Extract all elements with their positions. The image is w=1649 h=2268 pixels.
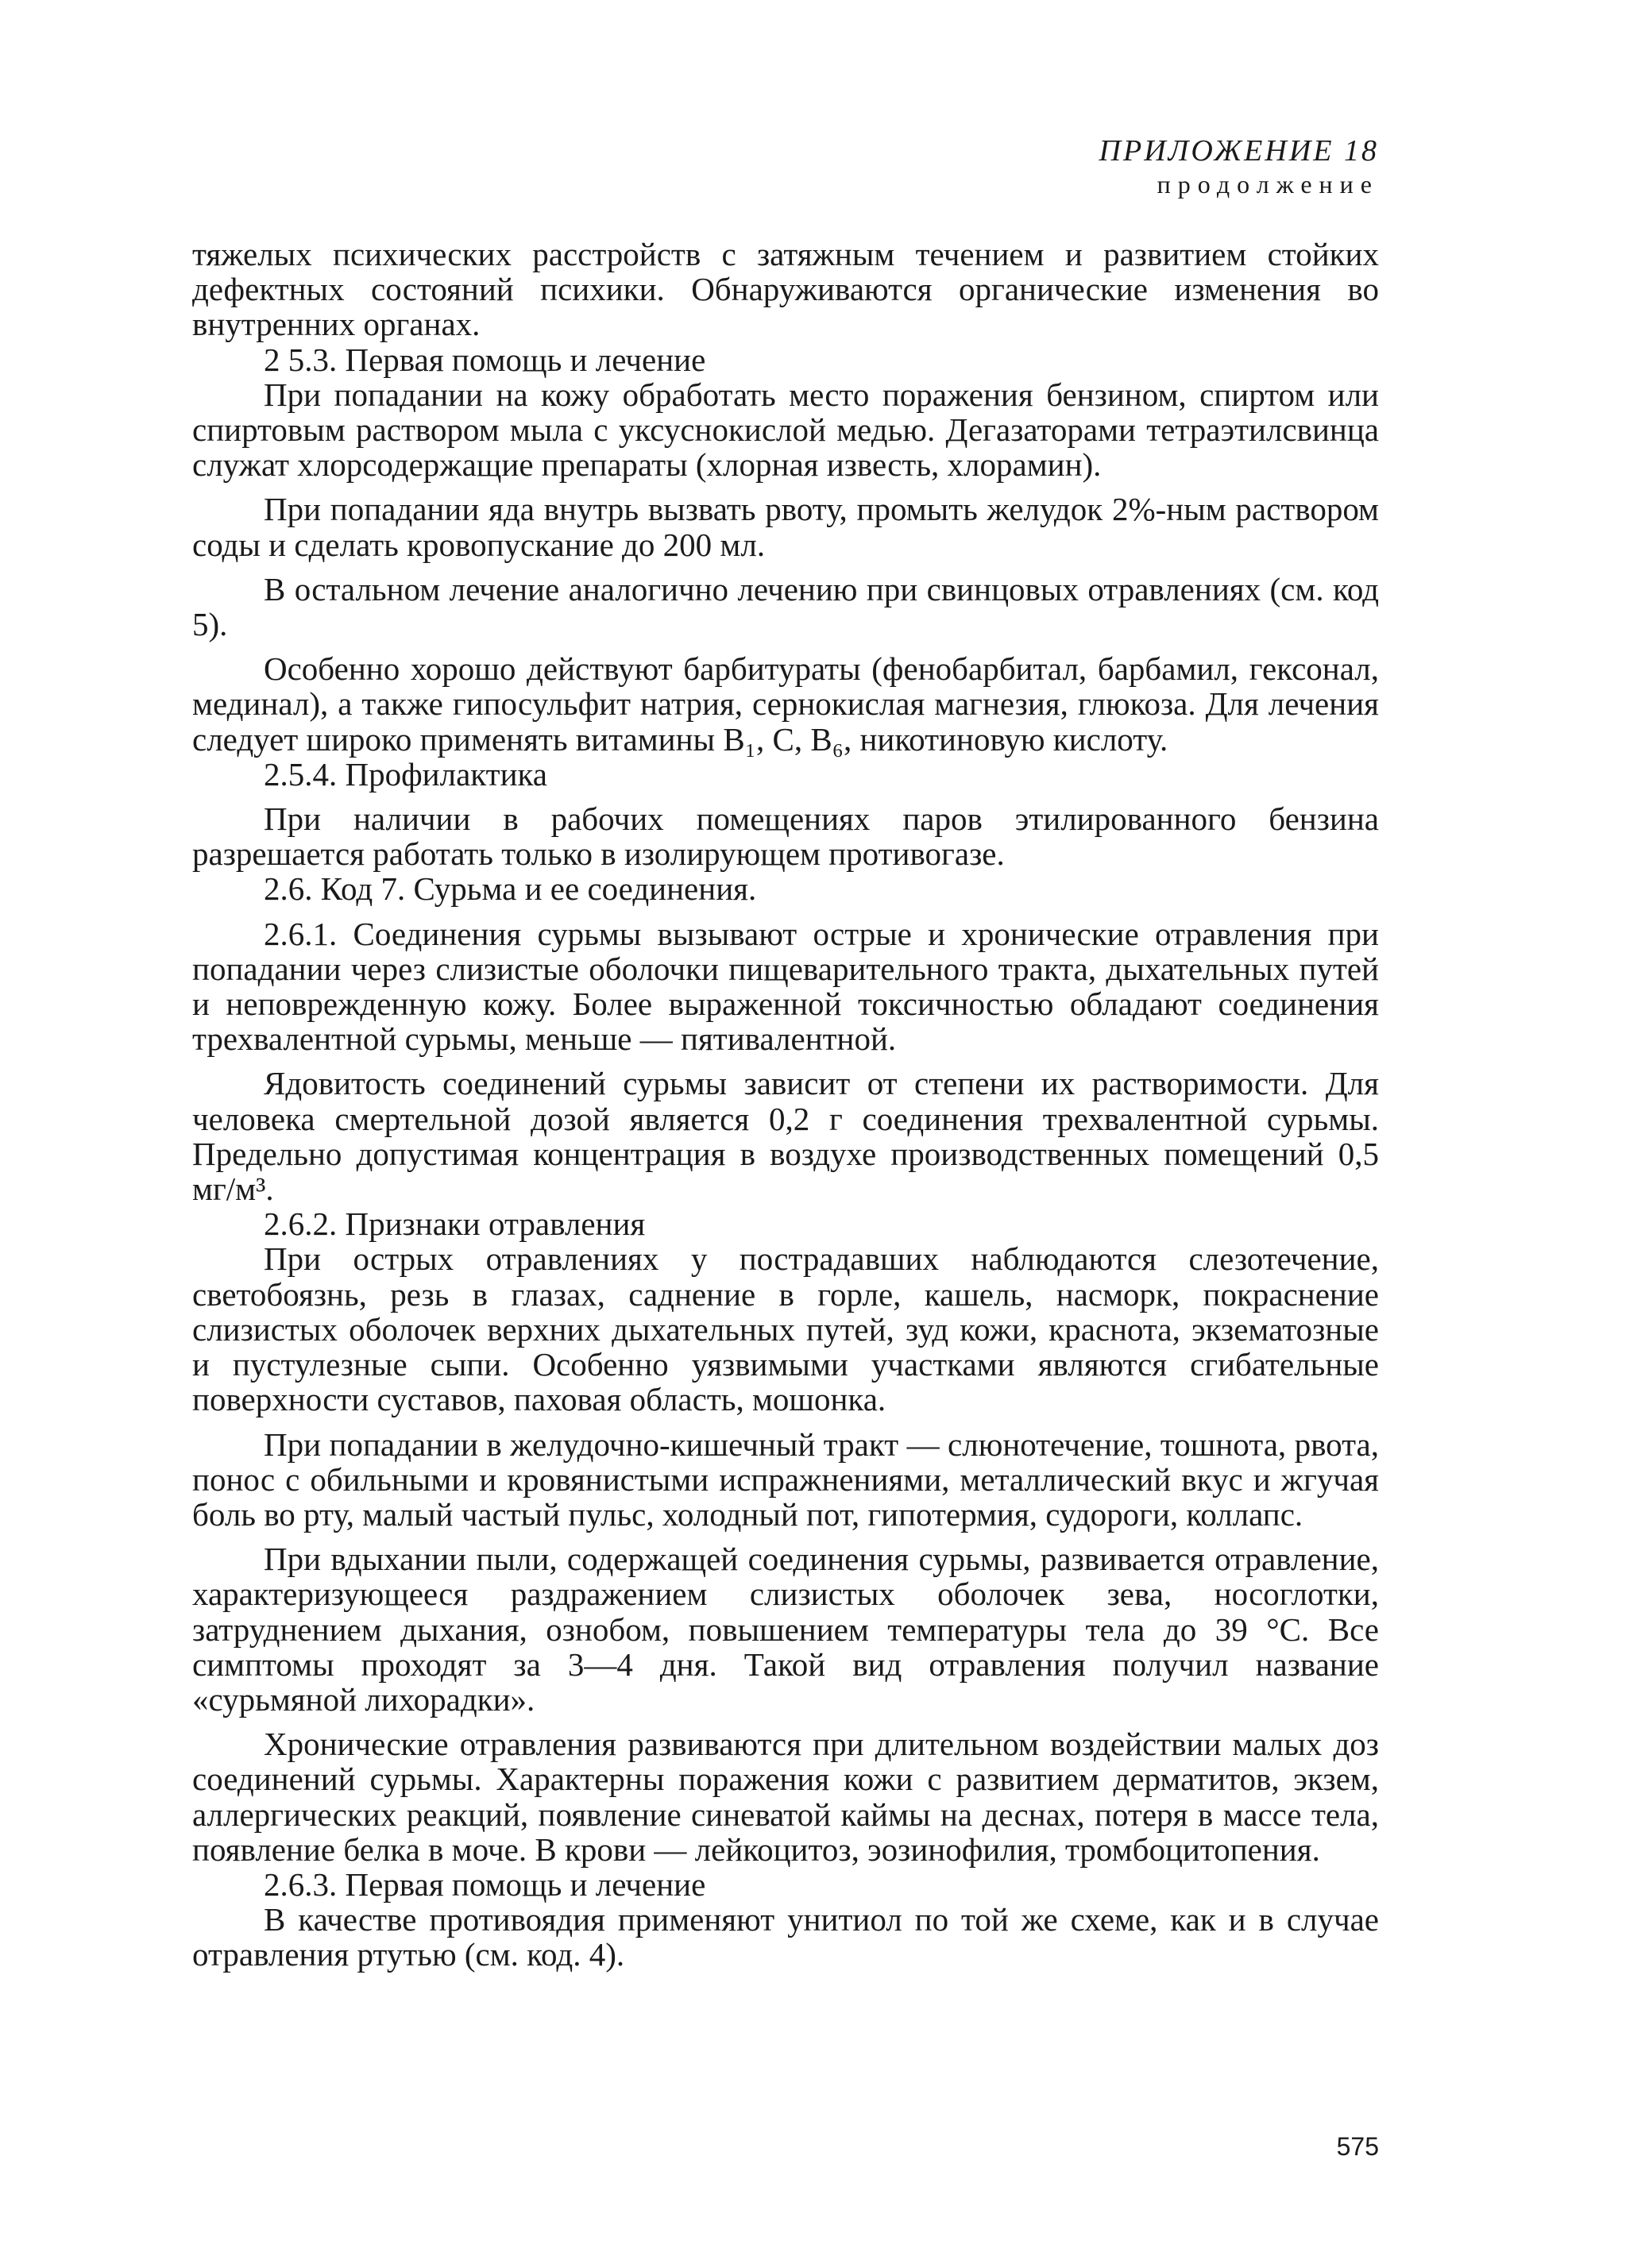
paragraph: При наличии в рабочих помещениях паров этилированного бензина разрешается работать только в изолирующем противогазе.	[192, 800, 1379, 873]
paragraph: 2.6.1. Соединения сурьмы вызывают острые и хронические отравления при попадании через слизистые оболочки пищеварительного тракта, дыхательных путей и неповрежденную кожу. Более выраженной токсичностью обладают соединения трехвалентной сурьмы, меньше — пятивалентной.	[192, 915, 1379, 1058]
paragraph: В качестве противоядия применяют унитиол по той же схеме, как и в случае отравления ртутью (см. код. 4).	[192, 1901, 1379, 1973]
section-heading: 2 5.3. Первая помощь и лечение	[264, 341, 706, 378]
paragraph: При попадании на кожу обработать место поражения бензином, спиртом или спиртовым раствором мыла с уксуснокислой медью. Дегазаторами тетраэтилсвинца служат хлорсодержащие препараты (хлорная известь, хлорамин).	[192, 376, 1379, 484]
paragraph: Ядовитость соединений сурьмы зависит от степени их растворимости. Для человека смертельной дозой является 0,2 г соединения трехвалентной сурьмы. Предельно допустимая концентрация в воздухе производственных помещений 0,5 мг/м³.	[192, 1065, 1379, 1208]
paragraph: Хронические отравления развиваются при длительном воздействии малых доз соединений сурьмы. Характерны поражения кожи с развитием дерматитов, экзем, аллергических реакций, появление синеватой каймы на деснах, потеря в массе тела, появление белка в моче. В крови — лейкоцитоз, эозинофилия, тромбоцитопения.	[192, 1726, 1379, 1868]
paragraph: В остальном лечение аналогично лечению при свинцовых отравлениях (см. код 5).	[192, 570, 1379, 643]
paragraph: Особенно хорошо действуют барбитураты (фенобарбитал, барбамил, гексонал, мединал), а также гипосульфит натрия, сернокислая магнезия, глюкоза. Для лечения следует широко применять витамины B₁, C, B₆, никотиновую кислоту.	[192, 650, 1379, 758]
body-text	[192, 237, 1379, 1973]
paragraph: тяжелых психических расстройств с затяжным течением и развитием стойких дефектных состояний психики. Обнаруживаются органические изменения во внутренних органах.	[192, 236, 1379, 343]
paragraph: При попадании в желудочно-кишечный тракт — слюнотечение, тошнота, рвота, понос с обильными и кровянистыми испражнениями, металлический вкус и жгучая боль во рту, малый частый пульс, холодный пот, гипотермия, судороги, коллапс.	[192, 1425, 1379, 1533]
page-number: 575	[1336, 2132, 1379, 2161]
section-heading: 2.6. Код 7. Сурьма и ее соединения.	[264, 870, 757, 908]
section-heading: 2.6.3. Первая помощь и лечение	[264, 1865, 706, 1903]
paragraph: При вдыхании пыли, содержащей соединения сурьмы, развивается отравление, характеризующееся раздражением слизистых оболочек зева, носоглотки, затруднением дыхания, ознобом, повышением температуры тела до 39 °С. Все симптомы проходят за 3—4 дня. Такой вид отравления получил название «сурьмяной лихорадки».	[192, 1541, 1379, 1718]
running-head	[1099, 133, 1379, 200]
section-heading: 2.6.2. Признаки отравления	[264, 1205, 646, 1243]
continuation-label: продолжение	[1157, 170, 1379, 199]
paragraph: При попадании яда внутрь вызвать рвоту, промыть желудок 2%-ным раствором соды и сделать кровопускание до 200 мл.	[192, 491, 1379, 563]
section-heading: 2.5.4. Профилактика	[264, 755, 548, 793]
appendix-title: ПРИЛОЖЕНИЕ 18	[1099, 134, 1379, 168]
paragraph: При острых отравлениях у пострадавших наблюдаются слезотечение, светобоязнь, резь в глазах, саднение в горле, кашель, насморк, покраснение слизистых оболочек верхних дыхательных путей, зуд кожи, краснота, экзематозные и пустулезные сыпи. Особенно уязвимыми участками являются сгибательные поверхности суставов, паховая область, мошонка.	[192, 1240, 1379, 1418]
